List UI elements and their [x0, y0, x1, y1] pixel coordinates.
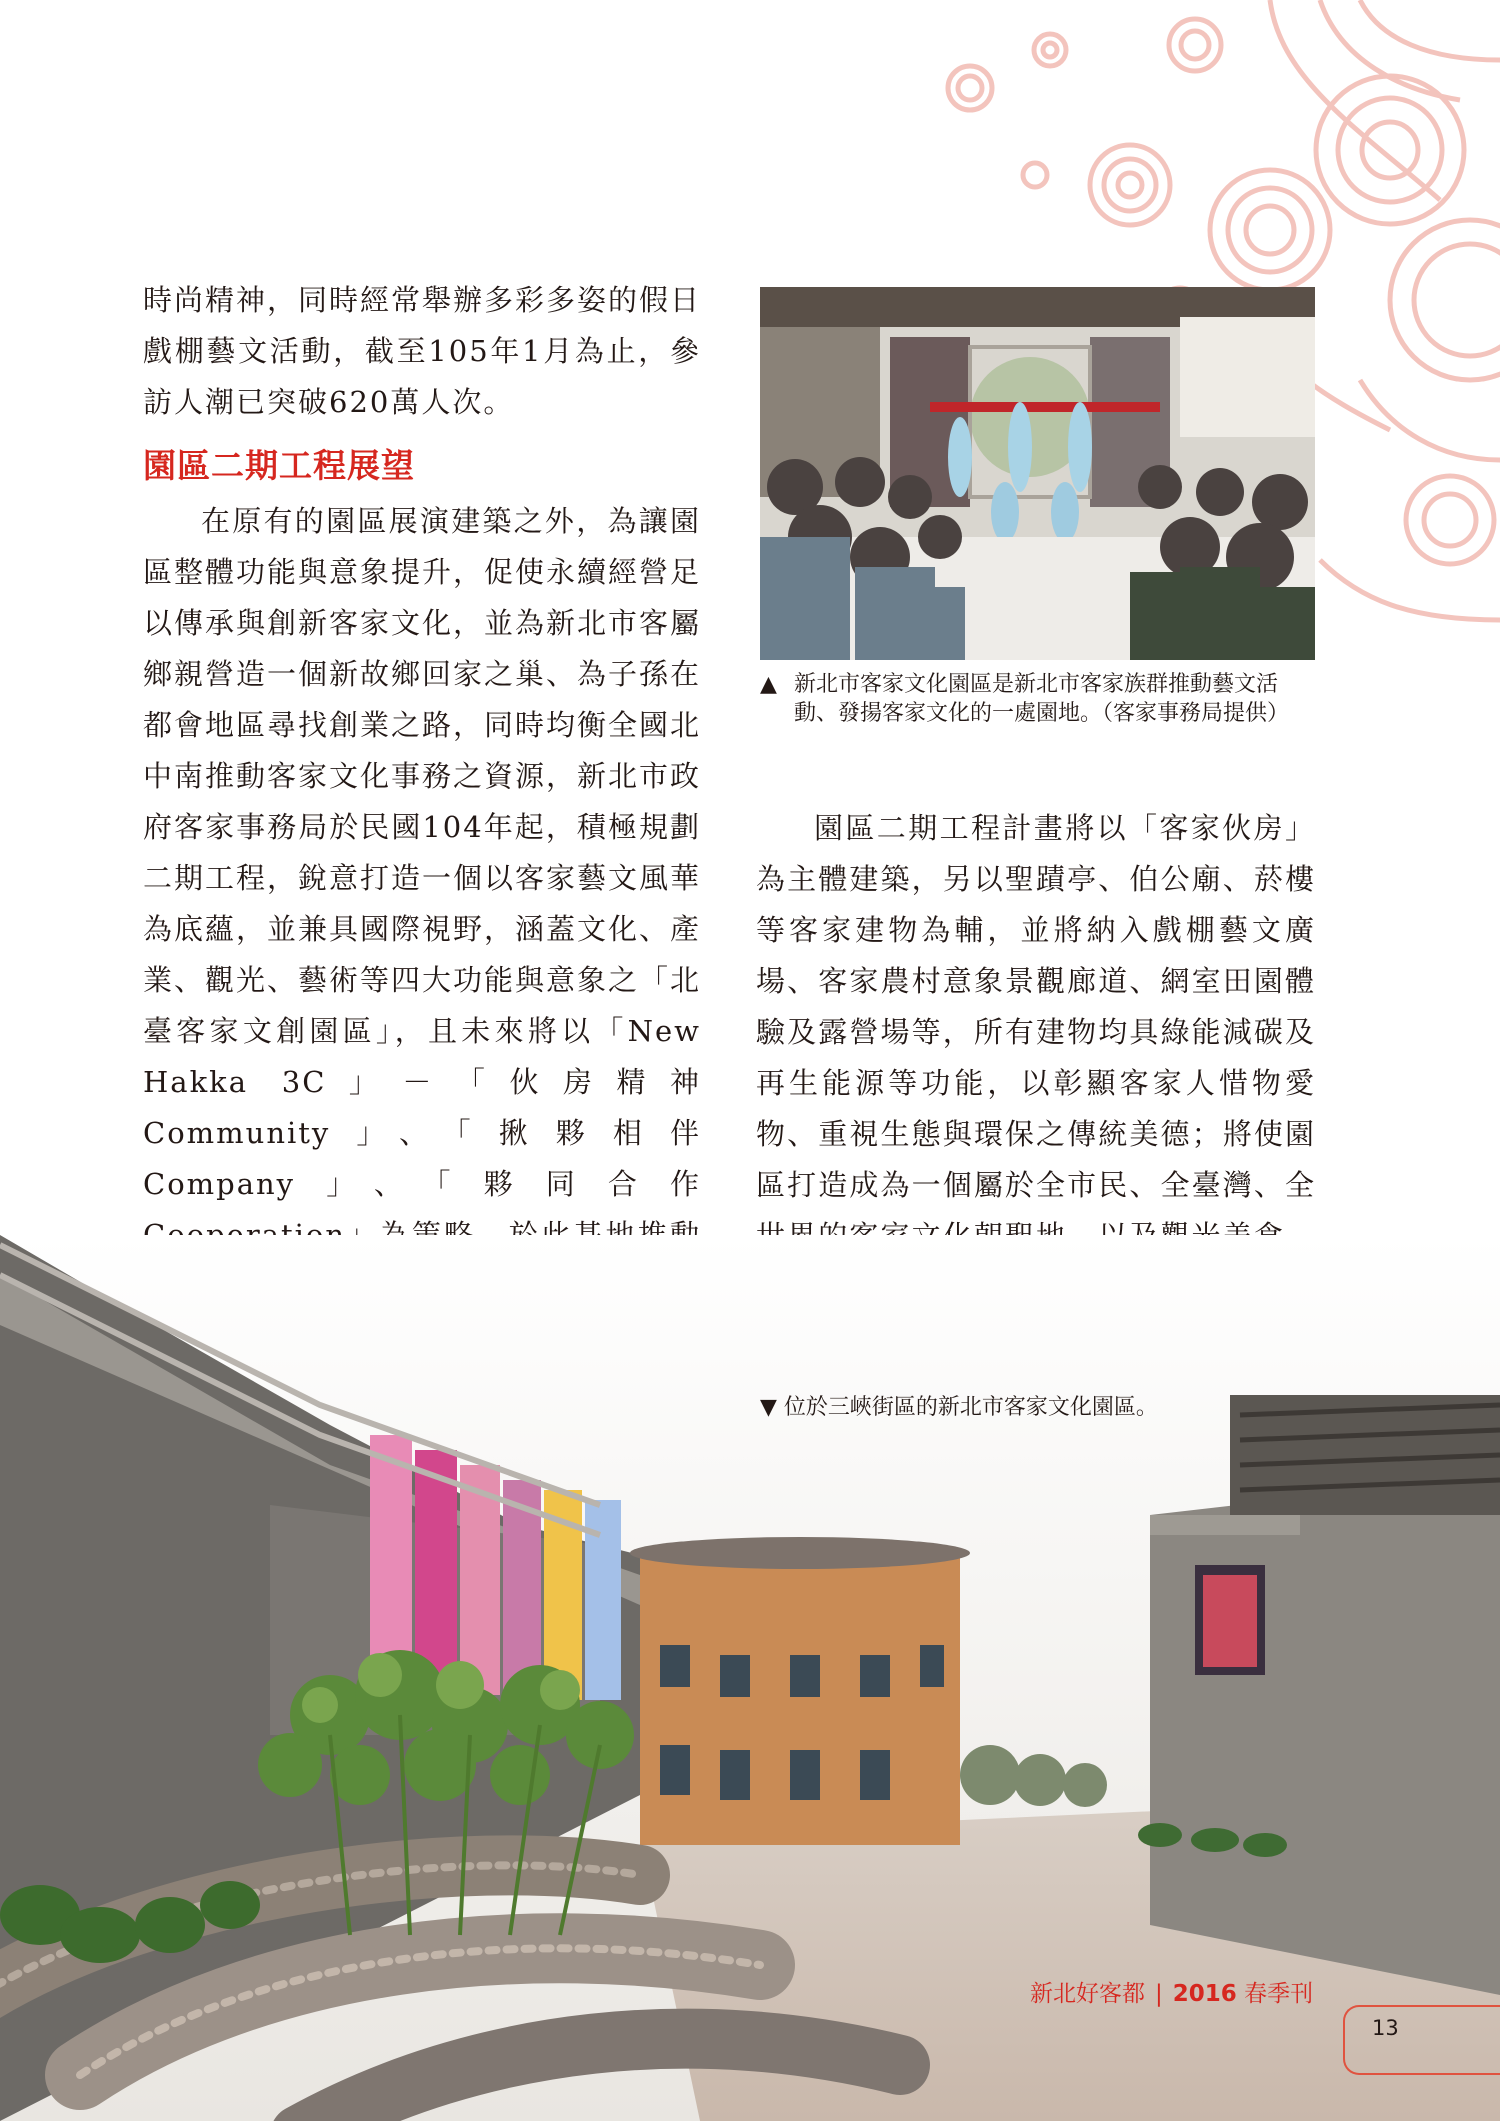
paragraph: 時尚精神，同時經常舉辦多彩多姿的假日戲棚藝文活動，截至105年1月為止，參訪人潮已突破620萬人次。: [143, 283, 702, 419]
photo-caption-top: [760, 670, 1320, 728]
paragraph-text: 園區二期工程計畫將以「客家伙房」為主體建築，另以聖蹟亭、伯公廟、菸樓等客家建物為輔，並將納入戲棚藝文廣場、客家農村意象景觀廊道、網室田園體驗及露營場等，所有建物均具綠能減碳及再生能源等功能，以彰顯客家人惜物愛物、重視生態與環保之傳統美德；將使園區打造成為一個屬於全市民、全臺灣、全: [756, 811, 1316, 1202]
footer-issue: [1030, 1975, 1313, 2008]
issue-season: 春季刊: [1244, 1981, 1314, 2007]
issue-year: 2016: [1172, 1981, 1237, 2007]
caption-marker: ▼: [760, 1395, 777, 1420]
section-heading: 園區二期工程展望: [143, 446, 415, 485]
page-number-frame: [1343, 2005, 1500, 2075]
footer-separator: |: [1155, 1981, 1163, 2007]
photo-caption-bottom: [760, 1393, 1360, 1422]
caption-marker: ▲: [760, 672, 777, 697]
page-number: 13: [1372, 2016, 1399, 2040]
caption-text: 位於三峽街區的新北市客家文化園區。: [783, 1395, 1158, 1420]
paragraph: 在原有的園區展演建築之外，為讓園區整體功能與意象提升，促使永續經營足以傳承與創新客家文化，並為新北市客屬鄉親營造一個新故鄉回家之巢、為子孫在都會地區尋找創業之路，同時均衡全國北中南推動客家文化事務之資源，新北市政府客家事務局於民國104年起，積極規劃二期工程，銳意打造一個以客家藝文風華為底蘊，並兼具國際視野，涵蓋文化、產業、觀光、藝術等四大功能與意象之「北臺客家文創園區」，且未來將以「New Hakka 3C」－「伙房精神Community」、「揪夥相伴Company」、「夥同合作: [143, 504, 702, 1201]
caption-text: 新北市客家文化園區是新北市客家族群推動藝文活動、發揚客家文化的一處園地。（客家事務局提供）: [794, 672, 1290, 726]
magazine-title: 新北好客都: [1030, 1981, 1145, 2007]
hakka-performance-photo: [760, 287, 1315, 660]
